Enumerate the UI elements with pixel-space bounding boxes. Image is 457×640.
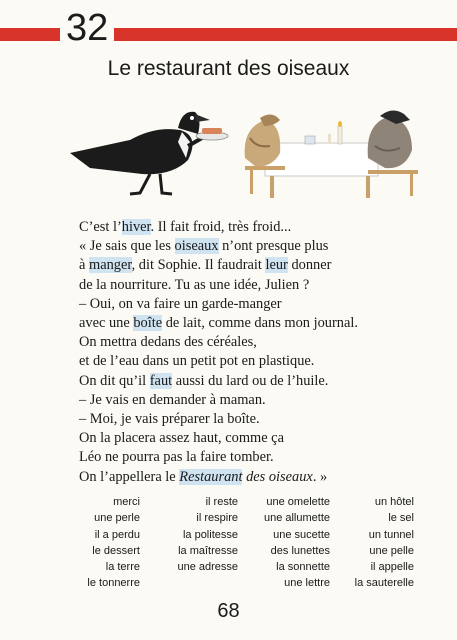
vocab-word: une lettre [284, 577, 330, 590]
story-fragment: à [79, 257, 89, 274]
story-text [79, 218, 419, 487]
vocab-word: le sel [388, 512, 414, 525]
highlighted-word: boîte [133, 315, 163, 332]
vocab-word: la politesse [182, 528, 238, 541]
highlighted-word: faut [149, 372, 173, 389]
story-line [79, 448, 419, 467]
story-line [79, 314, 419, 333]
vocab-word: une adresse [177, 561, 238, 574]
vocab-word: une pelle [369, 544, 414, 557]
story-fragment: , dit Sophie. Il faudrait [131, 257, 266, 274]
vocab-word: la sauterelle [354, 577, 414, 590]
vocab-word: la maîtresse [178, 544, 238, 557]
story-fragment: des oiseaux [246, 468, 313, 485]
story-fragment: de lait, comme dans mon journal. [162, 315, 358, 332]
story-fragment: aussi du lard ou de l’huile. [172, 372, 329, 389]
vocab-word: des lunettes [270, 544, 330, 557]
story-fragment: de la nourriture. Tu as une idée, Julien ? [79, 276, 310, 293]
story-fragment: Léo ne pourra pas la faire tomber. [79, 449, 274, 466]
highlighted-word: Restaurant [179, 468, 243, 485]
story-line [79, 372, 419, 391]
story-fragment: . » [312, 468, 328, 485]
sparrow-icon [368, 110, 418, 196]
story-line [79, 237, 419, 256]
word-column-3 [264, 494, 330, 592]
vocab-word: le tonnerre [87, 577, 140, 590]
story-fragment: On l’appellera le [79, 468, 180, 485]
word-column-2 [177, 494, 238, 575]
vocab-word: merci [113, 496, 140, 508]
sparrow-icon [245, 114, 285, 194]
story-line [79, 429, 419, 448]
vocab-word: le dessert [92, 544, 140, 557]
vocab-word: il respire [196, 512, 238, 525]
vocab-word: la terre [105, 561, 140, 574]
story-fragment: avec une [79, 315, 134, 332]
word-column-1 [87, 494, 140, 592]
story-line [79, 218, 419, 237]
story-line [79, 295, 419, 314]
story-fragment: donner [287, 257, 332, 274]
vocab-word: il a perdu [94, 528, 140, 541]
highlighted-word: manger [89, 257, 132, 274]
story-fragment: C’est l’ [79, 219, 122, 235]
vocab-word: une sucette [273, 528, 330, 541]
crow-waiter-icon [70, 112, 210, 194]
story-fragment: . Il fait froid, très froid... [150, 219, 292, 235]
story-line [79, 410, 419, 429]
story-fragment: « Je sais que les [79, 238, 175, 255]
story-line [79, 468, 419, 487]
story-fragment: – Moi, je vais préparer la boîte. [79, 411, 260, 428]
highlighted-word: hiver [121, 219, 151, 235]
highlighted-word: oiseaux [174, 238, 219, 255]
page-title: Le restaurant des oiseaux [107, 57, 350, 80]
vocab-word: un tunnel [368, 528, 414, 541]
story-fragment: et de l’eau dans un petit pot en plastique. [79, 353, 315, 370]
vocab-word: un hôtel [374, 496, 414, 508]
food-plate-icon [196, 128, 228, 140]
story-fragment: On mettra dedans des céréales, [79, 334, 257, 351]
highlighted-word: leur [265, 257, 288, 274]
story-line [79, 391, 419, 410]
story-line [79, 352, 419, 371]
vocab-word: il reste [205, 496, 238, 508]
vocab-word: la sonnette [276, 561, 330, 574]
page-number: 68 [217, 600, 240, 622]
vocab-word: il appelle [370, 561, 414, 574]
word-column-4 [355, 494, 414, 592]
story-fragment: – Je vais en demander à maman. [79, 391, 266, 408]
story-fragment: n’ont presque plus [218, 238, 329, 255]
lesson-number: 32 [60, 8, 114, 48]
story-fragment: On la placera assez haut, comme ça [79, 430, 284, 447]
illustration [60, 98, 430, 203]
story-fragment: On dit qu’il [79, 372, 150, 389]
story-line [79, 276, 419, 295]
story-line [79, 333, 419, 352]
vocab-word: une omelette [266, 496, 330, 508]
vocab-word: une allumette [263, 512, 330, 525]
story-line [79, 256, 419, 275]
candle-icon [338, 121, 342, 144]
story-fragment: – Oui, on va faire un garde-manger [79, 295, 282, 312]
vocab-word: une perle [94, 512, 140, 525]
